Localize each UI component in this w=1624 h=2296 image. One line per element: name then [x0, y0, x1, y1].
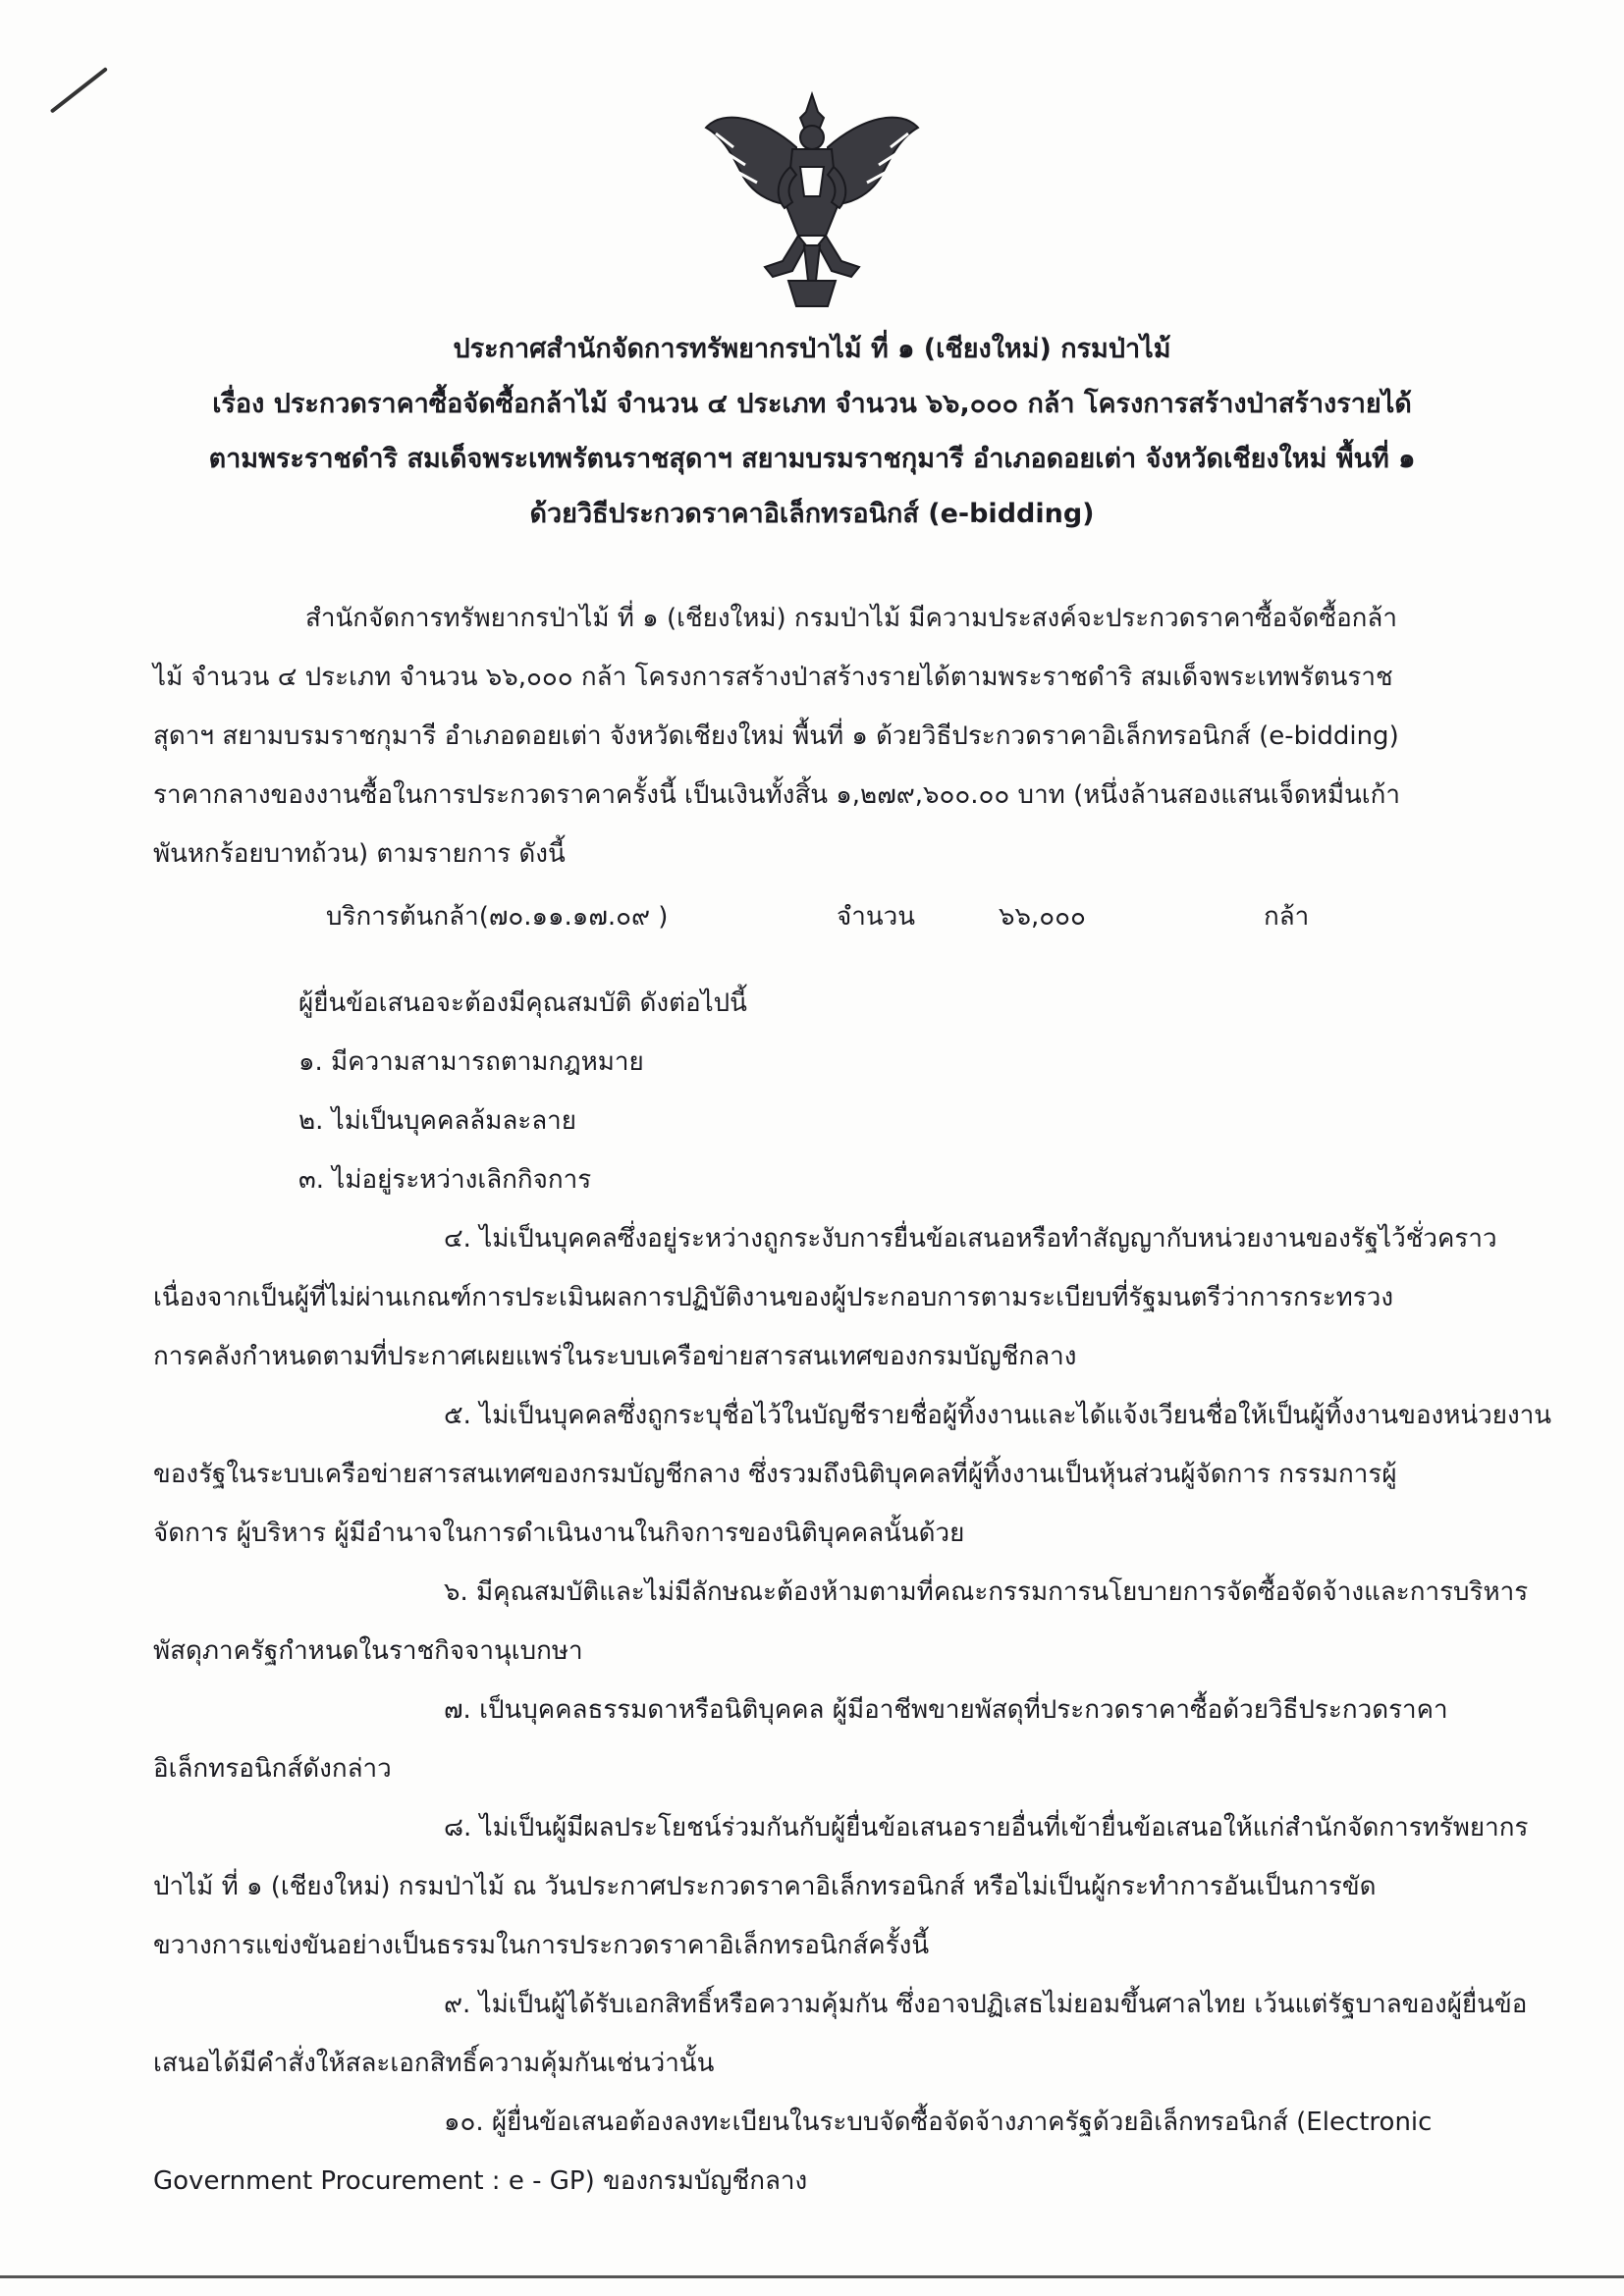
qualification-7-cont: อิเล็กทรอนิกส์ดังกล่าว	[153, 1754, 392, 1784]
qualifications-heading: ผู้ยื่นข้อเสนอจะต้องมีคุณสมบัติ ดังต่อไปนี้	[298, 988, 747, 1018]
intro-line: ราคากลางของงานซื้อในการประกวดราคาครั้งนี้ เป็นเงินทั้งสิ้น ๑,๒๗๙,๖๐๐.๐๐ บาท (หนึ่งล้านสองแสนเจ็ดหมื่นเก้า	[153, 780, 1400, 810]
announcement-title	[147, 322, 1477, 542]
announcement-body	[153, 589, 1552, 2211]
intro-line: สำนักจัดการทรัพยากรป่าไม้ ที่ ๑ (เชียงใหม่) กรมป่าไม้ มีความประสงค์จะประกวดราคาซื้อจัดซื้อกล้า	[305, 604, 1397, 633]
qualification-5: ๕. ไม่เป็นบุคคลซึ่งถูกระบุชื่อไว้ในบัญชีรายชื่อผู้ทิ้งงานและได้แจ้งเวียนชื่อให้เป็นผู้ทิ้งงานของหน่วยงาน	[444, 1401, 1552, 1430]
title-line: ด้วยวิธีประกวดราคาอิเล็กทรอนิกส์ (e-bidding)	[529, 499, 1095, 529]
item-row	[153, 887, 1479, 946]
garuda-emblem-icon	[694, 88, 930, 314]
qualification-2: ๒. ไม่เป็นบุคคลล้มละลาย	[298, 1106, 577, 1136]
qualification-10-cont: Government Procurement : e - GP) ของกรมบัญชีกลาง	[153, 2166, 808, 2196]
qualification-8-cont: ป่าไม้ ที่ ๑ (เชียงใหม่) กรมป่าไม้ ณ วันประกาศประกวดราคาอิเล็กทรอนิกส์ หรือไม่เป็นผู้กระทำการอันเป็นการขัด	[153, 1872, 1377, 1901]
qualification-9-cont: เสนอได้มีคำสั่งให้สละเอกสิทธิ์ความคุ้มกันเช่นว่านั้น	[153, 2049, 715, 2078]
item-unit: กล้า	[1264, 902, 1310, 932]
qualification-4-cont: เนื่องจากเป็นผู้ที่ไม่ผ่านเกณฑ์การประเมินผลการปฏิบัติงานของผู้ประกอบการตามระเบียบที่รัฐมนตรีว่าการกระทรวง	[153, 1283, 1394, 1312]
title-line: ตามพระราชดำริ สมเด็จพระเทพรัตนราชสุดาฯ สยามบรมราชกุมารี อำเภอดอยเต่า จังหวัดเชียงใหม่ พื้นที่ ๑	[208, 444, 1416, 474]
intro-line: พันหกร้อยบาทถ้วน) ตามรายการ ดังนี้	[153, 839, 566, 869]
qualification-10: ๑๐. ผู้ยื่นข้อเสนอต้องลงทะเบียนในระบบจัดซื้อจัดจ้างภาครัฐด้วยอิเล็กทรอนิกส์ (Electronic	[444, 2108, 1433, 2137]
qualification-5-cont: ของรัฐในระบบเครือข่ายสารสนเทศของกรมบัญชีกลาง ซึ่งรวมถึงนิติบุคคลที่ผู้ทิ้งงานเป็นหุ้นส่วนผู้จัดการ กรรมการผู้	[153, 1460, 1397, 1489]
qualification-4: ๔. ไม่เป็นบุคคลซึ่งอยู่ระหว่างถูกระงับการยื่นข้อเสนอหรือทำสัญญากับหน่วยงานของรัฐไว้ชั่วคราว	[444, 1224, 1497, 1254]
qualification-4-cont: การคลังกำหนดตามที่ประกาศเผยแพร่ในระบบเครือข่ายสารสนเทศของกรมบัญชีกลาง	[153, 1342, 1077, 1371]
title-line: ประกาศสำนักจัดการทรัพยากรป่าไม้ ที่ ๑ (เชียงใหม่) กรมป่าไม้	[453, 334, 1171, 364]
qualification-1: ๑. มีความสามารถตามกฎหมาย	[298, 1047, 644, 1077]
qualification-5-cont: จัดการ ผู้บริหาร ผู้มีอำนาจในการดำเนินงานในกิจการของนิติบุคคลนั้นด้วย	[153, 1519, 965, 1548]
qualification-9: ๙. ไม่เป็นผู้ได้รับเอกสิทธิ์หรือความคุ้มกัน ซึ่งอาจปฏิเสธไม่ยอมขึ้นศาลไทย เว้นแต่รัฐบาลของผู้ยื่นข้อ	[444, 1990, 1528, 2019]
qualification-8: ๘. ไม่เป็นผู้มีผลประโยชน์ร่วมกันกับผู้ยื่นข้อเสนอรายอื่นที่เข้ายื่นข้อเสนอให้แก่สำนักจัดการทรัพยากร	[444, 1813, 1529, 1842]
title-line: เรื่อง ประกวดราคาซื้อจัดซื้อกล้าไม้ จำนวน ๔ ประเภท จำนวน ๖๖,๐๐๐ กล้า โครงการสร้างป่าสร้างรายได้	[212, 389, 1412, 419]
qualification-6: ๖. มีคุณสมบัติและไม่มีลักษณะต้องห้ามตามที่คณะกรรมการนโยบายการจัดซื้อจัดจ้างและการบริหาร	[444, 1577, 1529, 1607]
page-edge	[0, 2275, 1624, 2278]
item-quantity-label: จำนวน	[837, 902, 915, 932]
item-quantity: ๖๖,๐๐๐	[999, 902, 1086, 932]
intro-line: ไม้ จำนวน ๔ ประเภท จำนวน ๖๖,๐๐๐ กล้า โครงการสร้างป่าสร้างรายได้ตามพระราชดำริ สมเด็จพระเทพรัตนราช	[153, 663, 1393, 692]
intro-line: สุดาฯ สยามบรมราชกุมารี อำเภอดอยเต่า จังหวัดเชียงใหม่ พื้นที่ ๑ ด้วยวิธีประกวดราคาอิเล็กทรอนิกส์ (e-bidding)	[153, 721, 1399, 751]
qualification-8-cont: ขวางการแข่งขันอย่างเป็นธรรมในการประกวดราคาอิเล็กทรอนิกส์ครั้งนี้	[153, 1931, 930, 1960]
pen-mark	[50, 67, 108, 113]
qualification-7: ๗. เป็นบุคคลธรรมดาหรือนิติบุคคล ผู้มีอาชีพขายพัสดุที่ประกวดราคาซื้อด้วยวิธีประกวดราคา	[444, 1695, 1448, 1725]
item-name: บริการต้นกล้า(๗๐.๑๑.๑๗.๐๙ )	[326, 902, 669, 932]
qualification-3: ๓. ไม่อยู่ระหว่างเลิกกิจการ	[298, 1165, 592, 1195]
qualification-6-cont: พัสดุภาครัฐกำหนดในราชกิจจานุเบกษา	[153, 1636, 583, 1666]
